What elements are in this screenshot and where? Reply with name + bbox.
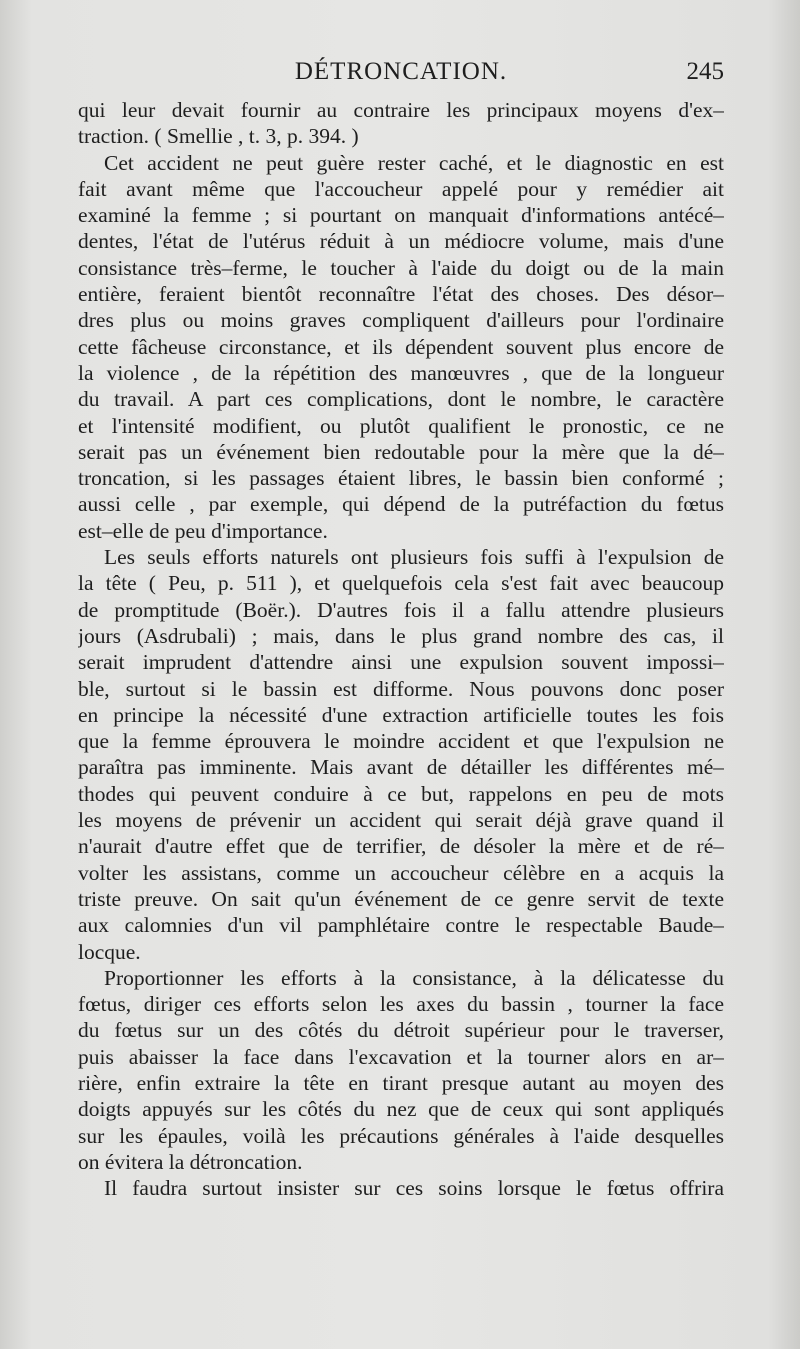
text-line: du fœtus sur un des côtés du détroit supérieur pour le traverser, bbox=[78, 1018, 724, 1043]
text-line: Cet accident ne peut guère rester caché, et le diagnostic en est bbox=[104, 150, 724, 175]
text-line: fœtus, diriger ces efforts selon les axes du bassin , tourner la face bbox=[78, 992, 724, 1017]
text-line: troncation, si les passages étaient libres, le bassin bien conformé ; bbox=[78, 466, 724, 491]
text-line: locque. bbox=[78, 939, 141, 964]
text-line: consistance très–ferme, le toucher à l'aide du doigt ou de la main bbox=[78, 255, 724, 280]
text-line: la tête ( Peu, p. 511 ), et quelquefois cela s'est fait avec beaucoup bbox=[78, 571, 724, 596]
text-line: cette fâcheuse circonstance, et ils dépendent souvent plus encore de bbox=[78, 334, 724, 359]
text-line: n'aurait d'autre effet que de terrifier, de désoler la mère et de ré– bbox=[78, 834, 724, 859]
text-line: examiné la femme ; si pourtant on manquait d'informations antécé– bbox=[78, 203, 724, 228]
text-line: Proportionner les efforts à la consistance, à la délicatesse du bbox=[104, 965, 724, 990]
text-line: dres plus ou moins graves compliquent d'ailleurs pour l'ordinaire bbox=[78, 308, 724, 333]
text-line: serait imprudent d'attendre ainsi une expulsion souvent impossi– bbox=[78, 650, 724, 675]
text-line: en principe la nécessité d'une extraction artificielle toutes les fois bbox=[78, 702, 724, 727]
text-line: volter les assistans, comme un accoucheur célèbre en a acquis la bbox=[78, 860, 724, 885]
text-line: qui leur devait fournir au contraire les principaux moyens d'ex– bbox=[78, 98, 724, 122]
text-line: fait avant même que l'accoucheur appelé pour y remédier ait bbox=[78, 176, 724, 201]
text-line: du travail. A part ces complications, dont le nombre, le caractère bbox=[78, 387, 724, 412]
text-line: et l'intensité modifient, ou plutôt qualifient le pronostic, ce ne bbox=[78, 413, 724, 438]
text-line: dentes, l'état de l'utérus réduit à un médiocre volume, mais d'une bbox=[78, 229, 724, 254]
text-line: Les seuls efforts naturels ont plusieurs fois suffi à l'expulsion de bbox=[104, 545, 724, 570]
running-title: DÉTRONCATION. bbox=[294, 58, 508, 85]
text-line: est–elle de peu d'importance. bbox=[78, 518, 328, 543]
page-header bbox=[78, 58, 724, 94]
text-line: de promptitude (Boër.). D'autres fois il a fallu attendre plusieurs bbox=[78, 597, 724, 622]
text-line: serait pas un événement bien redoutable pour la mère que la dé– bbox=[78, 439, 724, 464]
text-line: que la femme éprouvera le moindre accident et que l'expulsion ne bbox=[78, 729, 724, 754]
text-line: puis abaisser la face dans l'excavation et la tourner alors en ar– bbox=[78, 1044, 724, 1069]
text-line: triste preuve. On sait qu'un événement de ce genre servit de texte bbox=[78, 886, 724, 911]
text-line: rière, enfin extraire la tête en tirant presque autant au moyen des bbox=[78, 1070, 724, 1095]
text-line: la violence , de la répétition des manœuvres , que de la longueur bbox=[78, 360, 724, 385]
text-line: ble, surtout si le bassin est difforme. Nous pouvons donc poser bbox=[78, 676, 724, 701]
text-line: aux calomnies d'un vil pamphlétaire contre le respectable Baude– bbox=[78, 913, 724, 938]
text-line: aussi celle , par exemple, qui dépend de la putréfaction du fœtus bbox=[78, 492, 724, 517]
text-line: doigts appuyés sur les côtés du nez que de ceux qui sont appliqués bbox=[78, 1097, 724, 1122]
text-line: traction. ( Smellie , t. 3, p. 394. ) bbox=[78, 124, 359, 149]
text-line: sur les épaules, voilà les précautions générales à l'aide desquelles bbox=[78, 1123, 724, 1148]
text-line: jours (Asdrubali) ; mais, dans le plus grand nombre des cas, il bbox=[78, 623, 724, 648]
text-line: entière, feraient bientôt reconnaître l'état des choses. Des désor– bbox=[78, 282, 724, 307]
text-line: thodes qui peuvent conduire à ce but, rappelons en peu de mots bbox=[78, 781, 724, 806]
text-line: Il faudra surtout insister sur ces soins lorsque le fœtus offrira bbox=[104, 1176, 724, 1201]
page-number: 245 bbox=[686, 58, 724, 85]
text-line: paraîtra pas imminente. Mais avant de détailler les différentes mé– bbox=[78, 755, 724, 780]
text-line: on évitera la détroncation. bbox=[78, 1149, 303, 1174]
body-text bbox=[78, 97, 724, 1201]
text-line: les moyens de prévenir un accident qui serait déjà grave quand il bbox=[78, 808, 724, 833]
